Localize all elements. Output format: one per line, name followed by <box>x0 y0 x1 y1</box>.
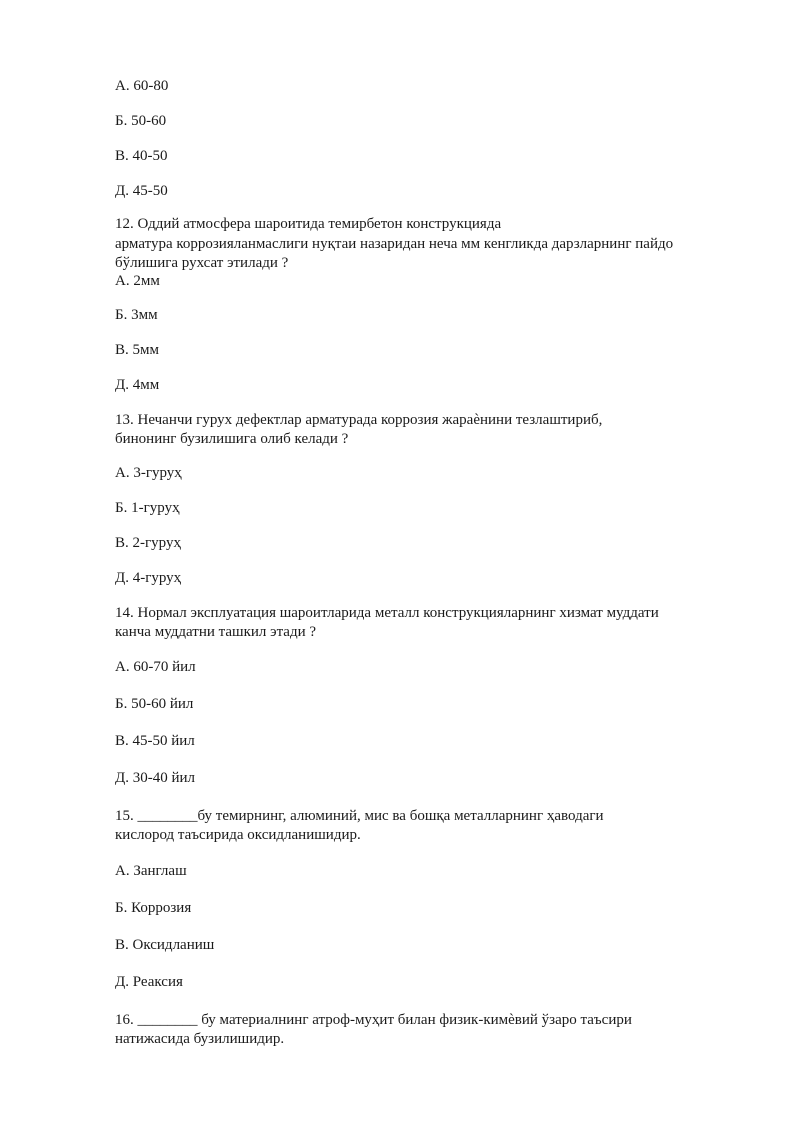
q13-question-line-2: бинонинг бузилишига олиб келади ? <box>115 431 349 447</box>
q13-option-v: В. 2-гуруҳ <box>115 535 181 551</box>
q14-option-a: А. 60-70 йил <box>115 659 196 675</box>
q12-question-line-3: бўлишига рухсат этилади ? <box>115 255 289 271</box>
q11-option-d: Д. 45-50 <box>115 183 168 199</box>
q11-option-v: В. 40-50 <box>115 148 168 164</box>
q14-option-b: Б. 50-60 йил <box>115 696 194 712</box>
q16-question-line-2: натижасида бузилишидир. <box>115 1031 285 1047</box>
q14-question-line-2: канча муддатни ташкил этади ? <box>115 624 317 640</box>
q12-option-a: А. 2мм <box>115 273 160 289</box>
q15-question-line-2: кислород таъсирида оксидланишидир. <box>115 827 361 843</box>
q15-option-d: Д. Реаксия <box>115 974 183 990</box>
q12-option-b: Б. 3мм <box>115 307 158 323</box>
q12-question-line-2: арматура коррозияланмаслиги нуқтаи назаридан неча мм кенгликда дарзларнинг пайдо <box>115 236 674 252</box>
q14-option-d: Д. 30-40 йил <box>115 770 196 786</box>
q15-option-b: Б. Коррозия <box>115 900 192 916</box>
q13-option-b: Б. 1-гуруҳ <box>115 500 180 516</box>
q12-option-v: В. 5мм <box>115 342 159 358</box>
q12-option-d: Д. 4мм <box>115 377 160 393</box>
q16-question-line-1: 16. ________ бу материалнинг атроф-муҳит билан физик-кимѐвий ўзаро таъсири <box>115 1012 632 1028</box>
q13-option-a: А. 3-гуруҳ <box>115 465 182 481</box>
q13-option-d: Д. 4-гуруҳ <box>115 570 182 586</box>
q15-option-a: А. Занглаш <box>115 863 187 879</box>
q11-option-b: Б. 50-60 <box>115 113 167 129</box>
q15-question-line-1: 15. ________бу темирнинг, алюминий, мис ва бошқа металларнинг ҳаводаги <box>115 808 604 824</box>
q14-option-v: В. 45-50 йил <box>115 733 195 749</box>
q13-question-line-1: 13. Нечанчи гурух дефектлар арматурада коррозия жараѐнини тезлаштириб, <box>115 412 603 428</box>
q11-option-a: А. 60-80 <box>115 78 169 94</box>
q14-question-line-1: 14. Нормал эксплуатация шароитларида металл конструкцияларнинг хизмат муддати <box>115 605 659 621</box>
q15-option-v: В. Оксидланиш <box>115 937 215 953</box>
q12-question-line-1: 12. Оддий атмосфера шароитида темирбетон конструкцияда <box>115 216 502 232</box>
